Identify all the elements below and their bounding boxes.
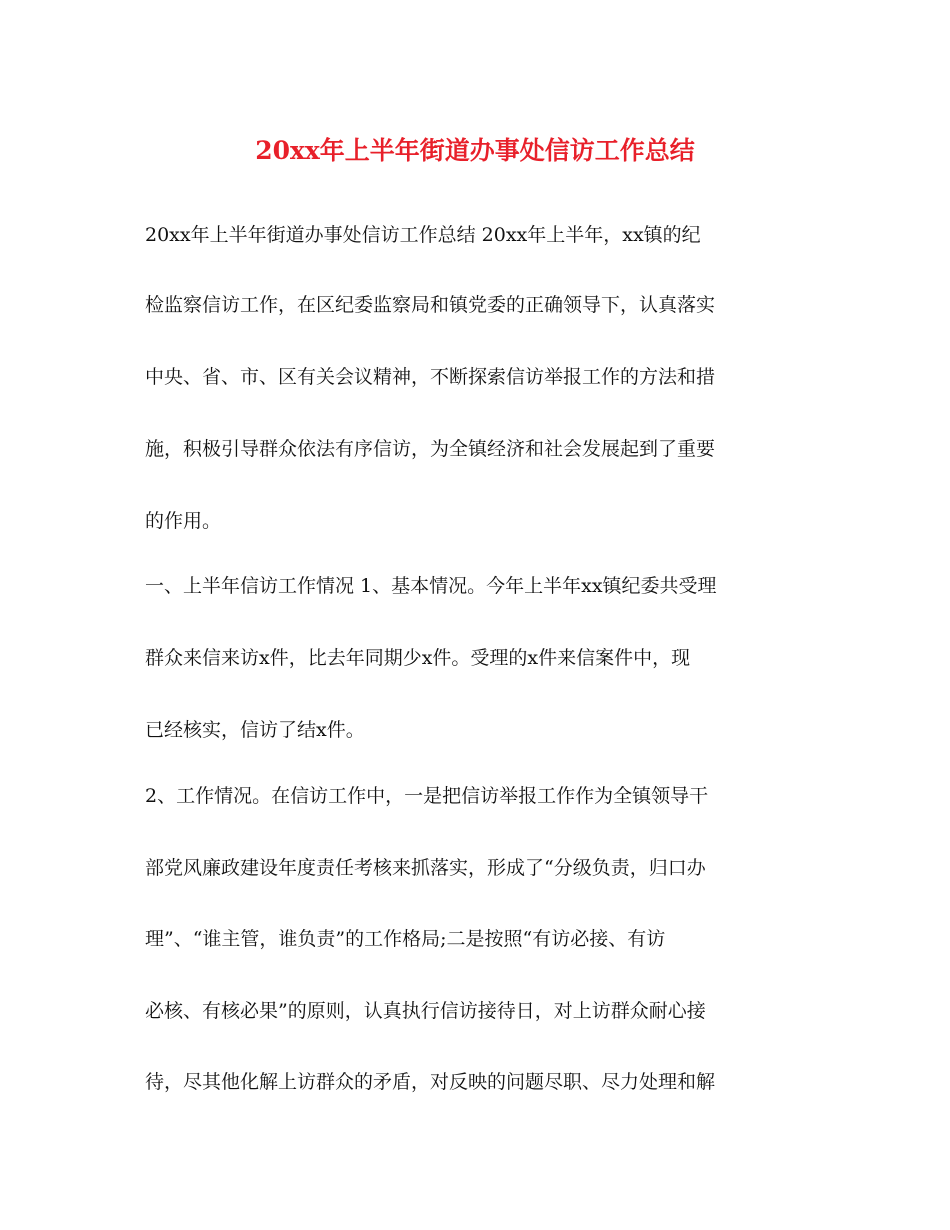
body-line-6: 一、上半年信访工作情况 1、基本情况。今年上半年xx镇纪委共受理 — [145, 575, 717, 597]
body-line-8: 已经核实，信访了结x件。 — [145, 719, 365, 741]
body-line-4: 施，积极引导群众依法有序信访，为全镇经济和社会发展起到了重要 — [145, 438, 716, 460]
body-line-3: 中央、省、市、区有关会议精神，不断探索信访举报工作的方法和措 — [145, 366, 716, 388]
body-line-2: 检监察信访工作，在区纪委监察局和镇党委的正确领导下，认真落实 — [145, 294, 716, 316]
body-line-5: 的作用。 — [145, 510, 222, 532]
body-line-12: 必核、有核必果”的原则，认真执行信访接待日，对上访群众耐心接 — [145, 1000, 706, 1022]
body-line-9: 2、工作情况。在信访工作中，一是把信访举报工作作为全镇领导干 — [145, 785, 709, 807]
body-line-1: 20xx年上半年街道办事处信访工作总结 20xx年上半年，xx镇的纪 — [145, 224, 701, 246]
body-line-13: 待，尽其他化解上访群众的矛盾，对反映的问题尽职、尽力处理和解 — [145, 1071, 716, 1093]
body-line-7: 群众来信来访x件，比去年同期少x件。受理的x件来信案件中，现 — [145, 647, 691, 669]
body-line-10: 部党风廉政建设年度责任考核来抓落实，形成了“分级负责，归口办 — [145, 857, 706, 879]
document-title: 20xx年上半年街道办事处信访工作总结 — [255, 136, 695, 165]
body-line-11: 理”、“谁主管，谁负责”的工作格局;二是按照“有访必接、有访 — [145, 928, 666, 950]
